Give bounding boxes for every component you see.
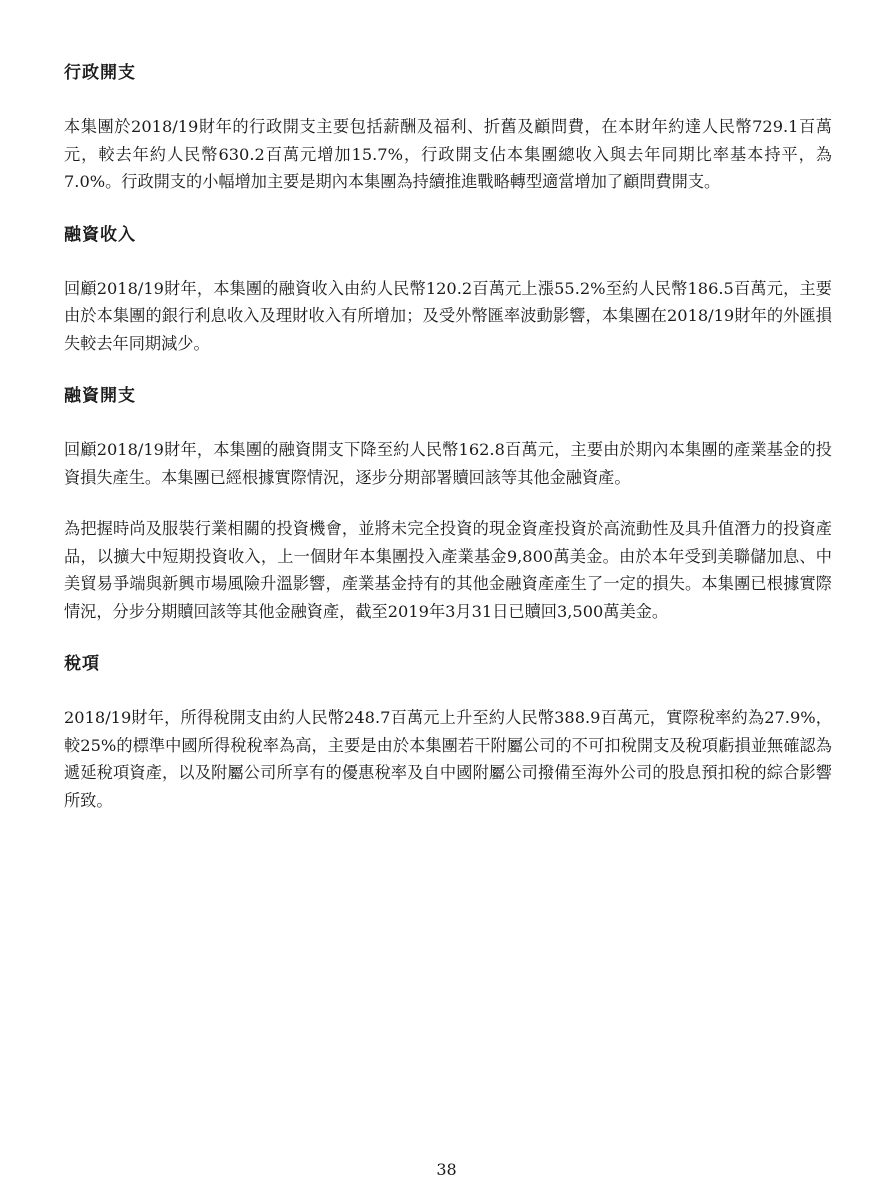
page-number: 38: [436, 1160, 457, 1179]
section-paragraph: 回顧2018/19財年，本集團的融資開支下降至約人民幣162.8百萬元，主要由於期內本集團的產業基金的投資損失產生。本集團已經根據實際情況，逐步分期部署贖回該等其他金融資產。: [64, 440, 832, 487]
section-paragraph: 為把握時尚及服裝行業相關的投資機會，並將未完全投資的現金資產投資於高流動性及具升值潛力的投資產品，以擴大中短期投資收入，上一個財年本集團投入產業基金9,800萬美金。由於本年受到美聯儲加息、中美貿易爭端與新興市場風險升溫影響，產業基金持有的其他金融資產產生了一定的損失。本集團已根據實際情況，分步分期贖回該等其他金融資產，截至2019年3月31日已贖回3,500萬美金。: [64, 519, 832, 621]
document-page: [64, 58, 832, 814]
section-heading: 融資收入: [64, 224, 136, 245]
section-heading: 行政開支: [64, 63, 136, 83]
section-finance-income: [64, 220, 832, 358]
section-taxation: [64, 649, 832, 814]
section-heading: 稅項: [64, 654, 100, 674]
section-finance-costs: [64, 381, 832, 625]
section-paragraph: 2018/19財年，所得稅開支由約人民幣248.7百萬元上升至約人民幣388.9百萬元，實際稅率約為27.9%，較25%的標準中國所得稅稅率為高，主要是由於本集團若干附屬公司的不可扣稅開支及稅項虧損並無確認為遞延稅項資產，以及附屬公司所享有的優惠稅率及自中國附屬公司撥備至海外公司的股息預扣稅的綜合影響所致。: [64, 708, 832, 810]
section-paragraph: 回顧2018/19財年，本集團的融資收入由約人民幣120.2百萬元上漲55.2%至約人民幣186.5百萬元，主要由於本集團的銀行利息收入及理財收入有所增加；及受外幣匯率波動影響，本集團在2018/19財年的外匯損失較去年同期減少。: [64, 278, 832, 353]
section-heading: 融資開支: [64, 386, 136, 406]
section-paragraph: 本集團於2018/19財年的行政開支主要包括薪酬及福利、折舊及顧問費，在本財年約達人民幣729.1百萬元，較去年約人民幣630.2百萬元增加15.7%，行政開支佔本集團總收入與去年同期比率基本持平，為7.0%。行政開支的小幅增加主要是期內本集團為持續推進戰略轉型適當增加了顧問費開支。: [64, 117, 832, 191]
section-administrative-expenses: [64, 58, 832, 196]
